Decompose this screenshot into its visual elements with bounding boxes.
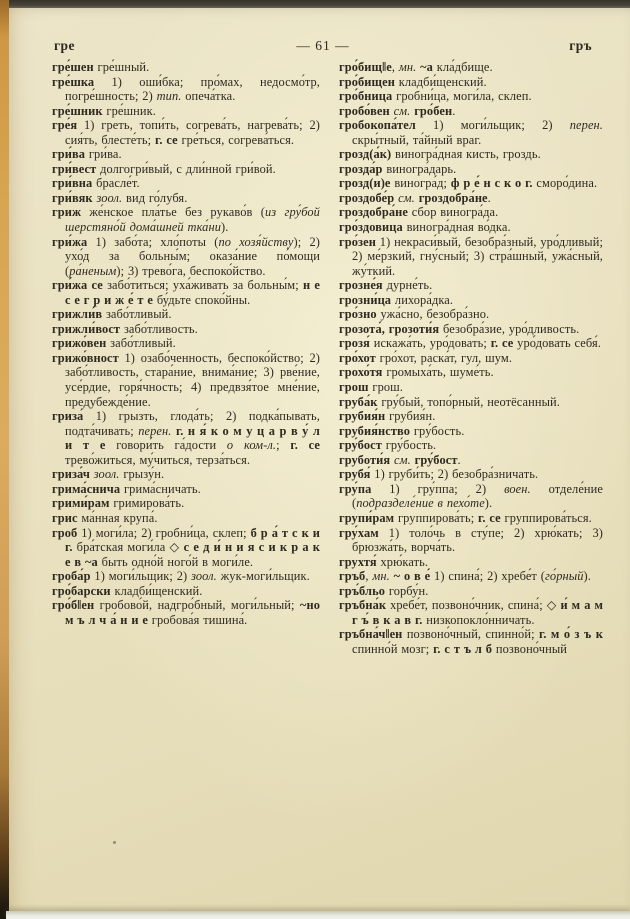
headword: грозни́ца [339, 292, 392, 307]
dictionary-entry: гре́шен гре́шный. [52, 60, 150, 74]
headword: грохо́тя [339, 365, 383, 380]
headword: гре́шен [52, 60, 94, 74]
dictionary-entry: грозд(а́к) виногра́дная кисть, гроздь. [339, 147, 541, 162]
dictionary-entry: грош грош. [339, 380, 404, 395]
page-top-edge [9, 0, 630, 8]
headword: гру́па [339, 481, 372, 496]
headword: грижли́вост [52, 321, 121, 336]
dictionary-entry: гри́вна брасле́т. [52, 176, 140, 191]
dictionary-entry: грубия́н грубия́н. [339, 409, 436, 424]
dictionary-entry: гръб, мн. ~ о в е́ 1) спина́; 2) хребе́т (го́рный). [339, 569, 591, 584]
dictionary-entry: гроздобра́не сбор виногра́да. [339, 205, 499, 220]
headword: гръ́бльо [339, 583, 386, 598]
headword: грухтя́ [339, 554, 377, 569]
headword: грозне́я [339, 278, 383, 293]
headword: грима́снича [52, 481, 121, 496]
headword: гро́б‖ен [52, 598, 95, 613]
headword: гри́вна [52, 176, 93, 191]
dictionary-entry: гру́хам 1) толо́чь в сту́пе; 2) хрю́кать; 3) брюзжа́ть, ворча́ть. [339, 525, 603, 555]
headword: гръб [339, 569, 366, 584]
dictionary-entry: грима́снича грима́сничать. [52, 481, 201, 496]
dictionary-entry: гро́зен 1) некраси́вый, безобра́зный, уро́дливый; 2) ме́рзкий, гну́сный; 3) стра́шный, ужа́сный, жу́ткий. [339, 234, 603, 278]
headword: гру́хам [339, 525, 379, 540]
headword: гри́вяк [52, 190, 93, 205]
dictionary-entry: грухтя́ хрю́кать. [339, 554, 429, 569]
running-header [52, 38, 594, 56]
dictionary-entry: грижо́вност 1) озабо́ченность, беспоко́йство; 2) забо́тливость, стара́ние, внима́ние; 3) рве́ние, усе́рдие, горя́чность; 4) предвзя́тое мне́ние, предубежде́ние. [52, 350, 320, 409]
scan-speck [113, 841, 116, 844]
dictionary-entry: грубя́ 1) груби́ть; 2) безобра́зничать. [339, 467, 539, 482]
dictionary-entry: гро́б‖ен гробово́й, надгро́бный, моги́льный; ~но м ъ л ч а́ н и е гробова́я тишина́. [52, 598, 320, 627]
dictionary-entry: гре́шник гре́шник. [52, 103, 156, 118]
dictionary-entry: гру́па 1) гру́ппа; 2) воен. отделе́ние (подразделе́ние в пехо́те). [339, 481, 603, 511]
headword: гро́бищен [339, 74, 395, 89]
headword: гроздобе́р [339, 190, 395, 205]
headword: гри́жа [52, 234, 88, 249]
dictionary-entry: гре́я 1) греть, топи́ть, согрева́ть, нагрева́ть; 2) сия́ть, блесте́ть; г. се гре́ться, согрева́ться. [52, 118, 320, 147]
dictionary-entry: гриза́ 1) грызть, глода́ть; 2) подка́пывать, подта́чивать; перен. г. н я́ к о м у ц а р в у́ л и т е говори́ть га́дости о ком-л.; г. се трево́житься, му́читься, терза́ться. [52, 409, 321, 467]
headword: гроздобра́не [339, 205, 408, 220]
dictionary-entry: грозота́, грозоти́я безобра́зие, уро́дливость. [339, 321, 580, 336]
headword: гри́жа се [52, 278, 103, 293]
dictionary-entry: грозда́р виногра́дарь. [339, 161, 457, 176]
dictionary-entry: гробокопа́тел 1) моги́льщик; 2) перен. скры́тный, та́йный враг. [339, 118, 603, 147]
page-bottom-edge [6, 911, 630, 919]
dictionary-entry: гроба́р 1) моги́льщик; 2) зоол. жук-моги́льщик. [52, 569, 310, 584]
headword: грозд(а́к) [339, 147, 392, 162]
headword: грозота́, грозоти́я [339, 321, 440, 336]
headword: гро́зен [339, 234, 376, 249]
headword: гро́бница [339, 89, 393, 104]
dictionary-entry: гро́хот гро́хот, раска́т, гул, шум. [339, 350, 513, 365]
dictionary-entry: грозни́ца лихора́дка. [339, 292, 454, 307]
dictionary-entry: гри́вяк зоол. вид го́лубя. [52, 190, 188, 205]
dictionary-entry: гре́шка 1) оши́бка; про́мах, недосмо́тр, погре́шность; 2) тип. опеча́тка. [52, 74, 320, 104]
headword: грими́рам [52, 496, 110, 511]
dictionary-entry: гриза́ч зоол. грызу́н. [52, 467, 165, 482]
dictionary-entry: гри́жа 1) забо́та; хло́поты (по хозя́йству); 2) ухо́д за больны́м; оказа́ние по́мощи (ра́неным); 3) трево́га, беспоко́йство. [52, 234, 320, 278]
page-number: — 61 — [296, 38, 350, 53]
dictionary-entry: гру́бост гру́бость. [339, 438, 437, 453]
headword: гри́вест [52, 161, 97, 176]
dictionary-entry: групи́рам группирова́ть; г. се группирова́ться. [339, 510, 592, 525]
headword: гриза́ч [52, 467, 90, 482]
headword: гръбна́ч‖ен [339, 627, 403, 642]
headword: грозда́р [339, 161, 383, 176]
headword: грубя́ [339, 467, 371, 482]
headword: гре́я [52, 118, 78, 133]
headword: гриж [52, 205, 82, 220]
dictionary-entry: грозя́ искажа́ть, уро́довать; г. се уро́довать себя́. [339, 336, 601, 351]
dictionary-entry: грис ма́нная крупа́. [52, 510, 158, 525]
guide-word-right: гръ [569, 38, 592, 53]
dictionary-entry: гри́вест долгогри́вый, с дли́нной гри́вой. [52, 161, 276, 176]
dictionary-entry: груботи́я см. гру́бост. [339, 452, 461, 467]
book-spine-edge [0, 0, 9, 919]
headword: гроб [52, 525, 78, 540]
headword: гроба́р [52, 569, 91, 584]
dictionary-entry: гри́ва гри́ва. [52, 147, 122, 162]
dictionary-entry: гри́жа се забо́титься; уха́живать за больны́м; н е с е г р и ж е́ т е бу́дьте споко́йны. [52, 278, 320, 307]
dictionary-entry: грижли́в забо́тливый. [52, 307, 172, 322]
dictionary-entry: грубия́нство гру́бость. [339, 423, 465, 438]
dictionary-entry: груба́к гру́бый, топо́рный, неотёсанный. [339, 394, 560, 409]
headword: гро́бищ‖е [339, 60, 392, 74]
dictionary-entry: гръбна́ч‖ен позвоно́чный, спинно́й; г. м о́ з ъ к спинно́й мозг; г. с т ъ л б позвоно́чный [339, 627, 603, 656]
headword: гриза́ [52, 409, 84, 424]
dictionary-entry: гро́зно ужа́сно, безобра́зно. [339, 307, 490, 322]
dictionary-entry: грижо́вен забо́тливый. [52, 336, 176, 351]
dictionary-entry: гроздобе́р см. гроздобра́не. [339, 190, 491, 205]
text-block [52, 60, 603, 905]
dictionary-entry: гроб 1) моги́ла; 2) гробни́ца, склеп; б р а́ т с к и г. бра́тская моги́ла ◇ с е д и́ н и я с и к р а к е в ~а быть одно́й ного́й в моги́ле. [52, 525, 320, 569]
dictionary-entry: гриж же́нское пла́тье без рукаво́в (из гру́бой шерстяно́й дома́шней тка́ни). [52, 205, 320, 235]
headword: гро́хот [339, 350, 376, 365]
headword: гробокопа́тел [339, 118, 416, 133]
headword: грис [52, 510, 78, 525]
dictionary-entry: грижли́вост забо́тливость. [52, 321, 198, 336]
dictionary-entry: грими́рам гримирова́ть. [52, 496, 185, 511]
dictionary-entry: гро́бница гробни́ца, моги́ла, склеп. [339, 89, 532, 104]
dictionary-entry: грозд(и)е виногра́д; ф р е́ н с к о г. сморо́дина. [339, 176, 598, 191]
headword: грубия́нство [339, 423, 411, 438]
dictionary-entry: гробо́вен см. гро́бен. [339, 103, 456, 118]
headword: гре́шник [52, 103, 103, 118]
headword: гро́барски [52, 583, 111, 598]
dictionary-entry: грохо́тя громыха́ть, шуме́ть. [339, 365, 494, 380]
dictionary-entry: гро́бищен кладби́щенский. [339, 74, 487, 89]
headword: грозя́ [339, 336, 370, 351]
headword: грубия́н [339, 409, 386, 424]
headword: гру́бост [339, 438, 382, 453]
headword: гро́зно [339, 307, 377, 322]
dictionary-entry: гро́здовица виногра́дная во́дка. [339, 220, 511, 235]
headword: гръбна́к [339, 598, 387, 613]
dictionary-entry: гро́барски кладби́щенский. [52, 583, 203, 598]
headword: гри́ва [52, 147, 86, 162]
headword: грош [339, 380, 369, 395]
headword: гро́здовица [339, 220, 403, 235]
dictionary-entry: гро́бищ‖е, мн. ~а кла́дбище. [339, 60, 493, 74]
headword: грижли́в [52, 307, 103, 322]
dictionary-entry: гръбна́к хребе́т, позвоно́чник, спина́; ◇ и́ м а м г ъ́ в к а в г. низкопокло́нничать. [339, 598, 603, 627]
column-left [52, 60, 320, 905]
guide-word-left: гре [54, 38, 75, 53]
headword: груботи́я [339, 452, 391, 467]
headword: гре́шка [52, 74, 95, 89]
headword: групи́рам [339, 510, 395, 525]
headword: грижо́вен [52, 336, 107, 351]
dictionary-entry: грозне́я дурне́ть. [339, 278, 433, 293]
dictionary-entry: гръ́бльо горбу́н. [339, 583, 429, 598]
headword: грозд(и)е [339, 176, 391, 191]
headword: грижо́вност [52, 350, 119, 365]
column-right [339, 60, 603, 905]
headword: гробо́вен [339, 103, 390, 118]
headword: груба́к [339, 394, 378, 409]
